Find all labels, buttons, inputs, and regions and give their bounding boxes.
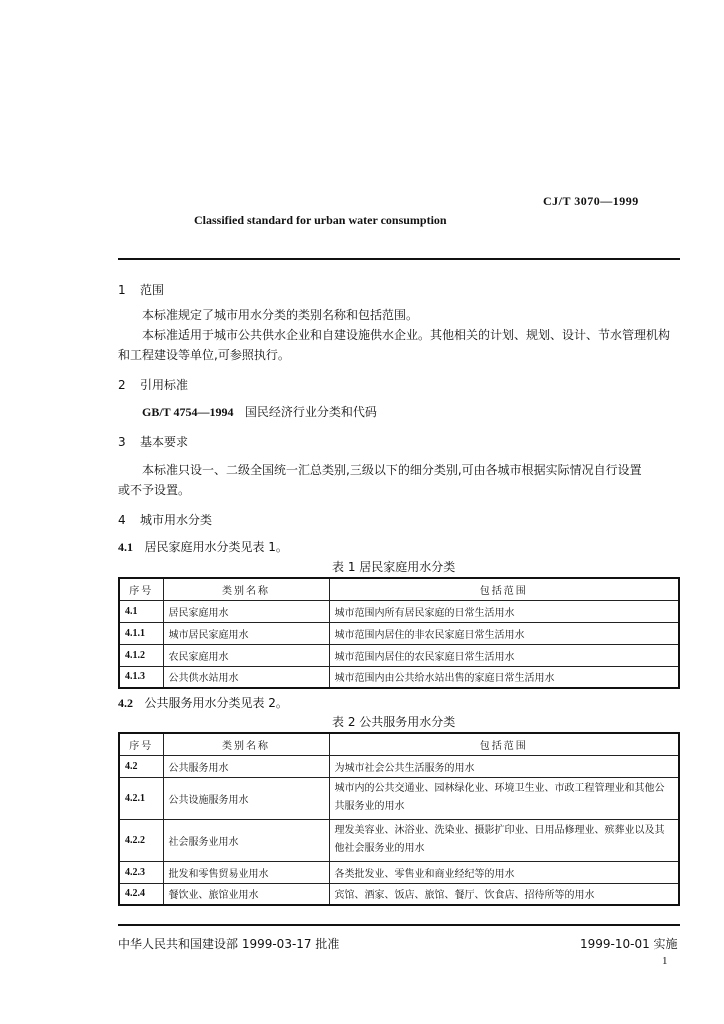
table-row (119, 755, 679, 777)
row-category: 批发和零售贸易业用水 (163, 861, 329, 883)
subsection-number: 4.2 (118, 696, 133, 710)
section-title: 基本要求 (140, 435, 189, 449)
row-scope: 城市内的公共交通业、园林绿化业、环境卫生业、市政工程管理业和其他公共服务业的用水 (329, 777, 679, 819)
section-1-heading (118, 281, 164, 298)
section-number: 1 (118, 283, 126, 297)
table-row (119, 644, 679, 666)
subsection-4-2 (118, 693, 288, 713)
section-title: 城市用水分类 (140, 513, 213, 527)
standard-code: CJ/T 3070—1999 (543, 194, 639, 208)
row-category: 城市居民家庭用水 (163, 622, 329, 644)
subsection-text: 居民家庭用水分类见表 1。 (144, 540, 288, 554)
row-scope: 城市范围内由公共给水站出售的家庭日常生活用水 (329, 666, 679, 688)
page-number: 1 (662, 955, 668, 967)
subsection-text: 公共服务用水分类见表 2。 (144, 696, 288, 710)
table-2 (118, 732, 680, 906)
row-scope: 城市范围内居住的农民家庭日常生活用水 (329, 644, 679, 666)
reference-entry (142, 402, 377, 422)
english-title: Classified standard for urban water consumption (194, 213, 447, 227)
section-3-para-1: 本标准只设一、二级全国统一汇总类别,三级以下的细分类别,可由各城市根据实际情况自行设置 (142, 463, 642, 477)
row-category: 社会服务业用水 (163, 819, 329, 861)
section-2-heading (118, 376, 188, 393)
table-row (119, 861, 679, 883)
section-number: 4 (118, 513, 126, 527)
subsection-4-1 (118, 537, 288, 557)
section-3-para-1-cont: 或不予设置。 (118, 483, 191, 497)
row-scope: 城市范围内所有居民家庭的日常生活用水 (329, 600, 679, 622)
row-scope: 城市范围内居住的非农民家庭日常生活用水 (329, 622, 679, 644)
implementation-date: 1999-10-01 实施 (580, 937, 678, 951)
row-scope: 为城市社会公共生活服务的用水 (329, 755, 679, 777)
row-category: 公共设施服务用水 (163, 777, 329, 819)
section-1-para-1: 本标准规定了城市用水分类的类别名称和包括范围。 (142, 308, 419, 322)
table-header-row (119, 733, 679, 755)
table-row (119, 666, 679, 688)
section-title: 引用标准 (140, 378, 189, 392)
section-number: 2 (118, 378, 126, 392)
reference-title: 国民经济行业分类和代码 (244, 405, 377, 419)
section-1-para-2: 本标准适用于城市公共供水企业和自建设施供水企业。其他相关的计划、规划、设计、节水管理机构 (142, 328, 671, 342)
section-4-heading (118, 511, 212, 528)
row-number: 4.1.3 (119, 666, 163, 688)
table-header-row (119, 578, 679, 600)
table-row (119, 777, 679, 819)
row-category: 餐饮业、旅馆业用水 (163, 883, 329, 905)
row-number: 4.2.3 (119, 861, 163, 883)
header-cell: 序号 (119, 578, 163, 600)
header-cell: 类别名称 (163, 733, 329, 755)
reference-code: GB/T 4754—1994 (142, 405, 234, 419)
header-cell: 包括范围 (329, 578, 679, 600)
footer-rule (118, 924, 680, 926)
table-1 (118, 577, 680, 689)
section-1-para-2-cont: 和工程建设等单位,可参照执行。 (118, 348, 290, 362)
row-category: 农民家庭用水 (163, 644, 329, 666)
row-number: 4.2.4 (119, 883, 163, 905)
row-category: 公共供水站用水 (163, 666, 329, 688)
table-row (119, 883, 679, 905)
row-number: 4.2 (119, 755, 163, 777)
table-2-caption: 表 2 公共服务用水分类 (332, 715, 456, 729)
row-number: 4.1 (119, 600, 163, 622)
section-3-heading (118, 433, 188, 450)
table-1-caption: 表 1 居民家庭用水分类 (332, 560, 456, 574)
table-row (119, 600, 679, 622)
row-category: 居民家庭用水 (163, 600, 329, 622)
row-scope: 各类批发业、零售业和商业经纪等的用水 (329, 861, 679, 883)
table-row (119, 622, 679, 644)
row-number: 4.2.1 (119, 777, 163, 819)
row-category: 公共服务用水 (163, 755, 329, 777)
row-scope: 宾馆、酒家、饭店、旅馆、餐厅、饮食店、招待所等的用水 (329, 883, 679, 905)
row-number: 4.2.2 (119, 819, 163, 861)
header-rule (118, 258, 680, 260)
section-title: 范围 (140, 283, 165, 297)
approval-statement: 中华人民共和国建设部 1999-03-17 批准 (118, 937, 340, 951)
header-cell: 序号 (119, 733, 163, 755)
section-number: 3 (118, 435, 126, 449)
header-cell: 类别名称 (163, 578, 329, 600)
subsection-number: 4.1 (118, 540, 133, 554)
row-number: 4.1.2 (119, 644, 163, 666)
header-cell: 包括范围 (329, 733, 679, 755)
table-row (119, 819, 679, 861)
row-scope: 理发美容业、沐浴业、洗染业、摄影扩印业、日用品修理业、殡葬业以及其他社会服务业的用水 (329, 819, 679, 861)
row-number: 4.1.1 (119, 622, 163, 644)
